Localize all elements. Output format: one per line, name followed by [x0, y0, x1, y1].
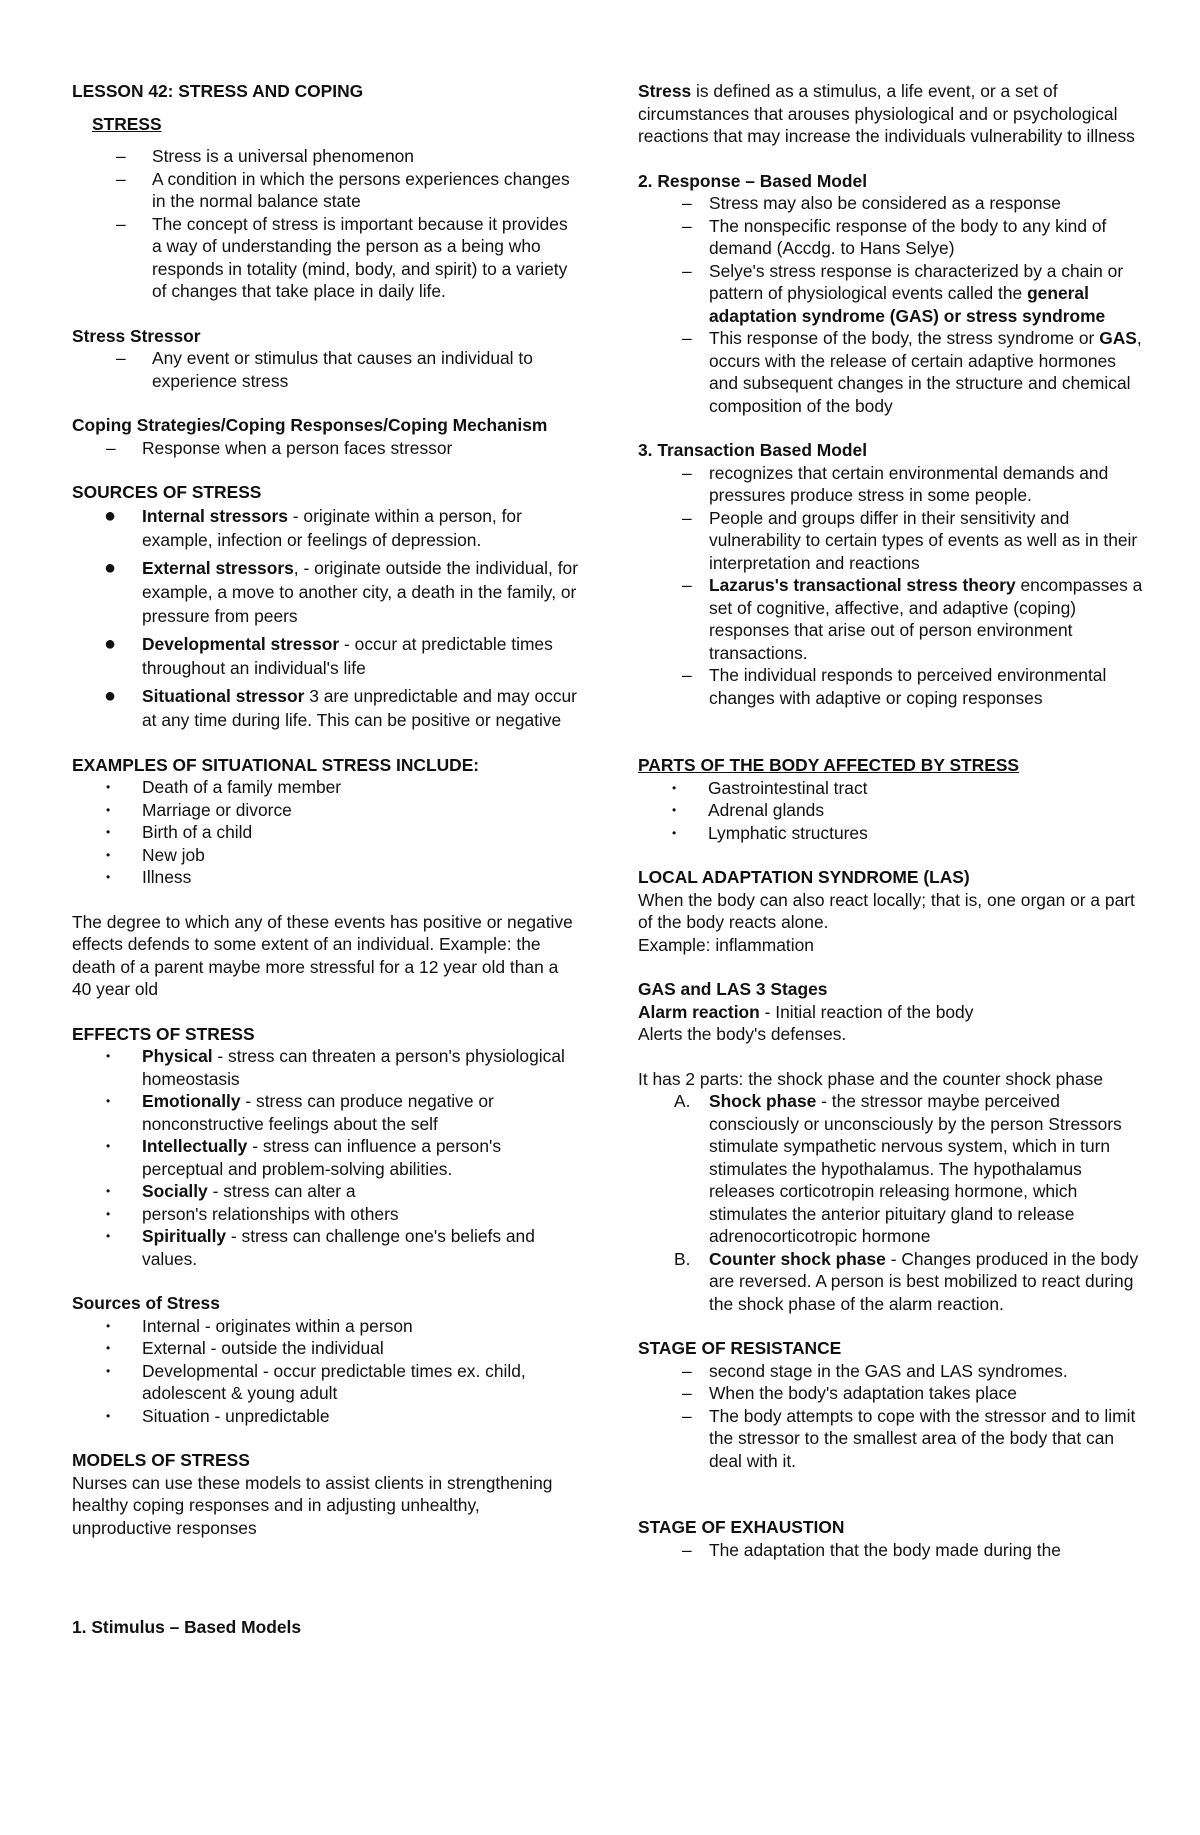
list-item: – recognizes that certain environmental demands and pressures produce stress in some people. [682, 462, 1109, 505]
effects-list [72, 1045, 578, 1270]
list-item: – This response of the body, the stress syndrome or GAS, occurs with the release of certain adaptive hormones and subsequent changes in the structure and chemical composition of the body [682, 328, 1142, 416]
alarm-reaction: Alarm reaction - Initial reaction of the body [638, 1001, 974, 1022]
sources2-list [72, 1315, 578, 1428]
alarm-sub: Alerts the body's defenses. [638, 1024, 847, 1044]
list-item: B. Counter shock phase - Changes produced in the body are reversed. A person is best mobilized to react during the shock phase of the alarm reaction. [674, 1248, 1139, 1314]
models-heading: MODELS OF STRESS [72, 1450, 250, 1470]
las-heading: LOCAL ADAPTATION SYNDROME (LAS) [638, 867, 970, 887]
stress-heading: STRESS [92, 113, 162, 134]
list-item: – A condition in which the persons experiences changes in the normal balance state [116, 168, 570, 211]
list-item: • Lymphatic structures [672, 822, 868, 843]
parts2-text: It has 2 parts: the shock phase and the counter shock phase [638, 1068, 1104, 1089]
stimulus-heading: 1. Stimulus – Based Models [72, 1617, 302, 1637]
list-item: • Emotionally - stress can produce negative or nonconstructive feelings about the self [106, 1091, 494, 1134]
response-heading: 2. Response – Based Model [638, 170, 868, 191]
list-item: • Marriage or divorce [106, 799, 292, 820]
list-item: ● External stressors, - originate outside the individual, for example, a move to another city, a death in the family, or pressure from peers [104, 556, 578, 626]
coping-heading: Coping Strategies/Coping Responses/Coping Mechanism [72, 415, 548, 435]
list-item: • Situation - unpredictable [106, 1405, 330, 1426]
transaction-list [638, 462, 1144, 710]
list-item: – People and groups differ in their sensitivity and vulnerability to certain types of events as well as in their interpretation and reactions [682, 507, 1138, 573]
list-item: – Selye's stress response is characterized by a chain or pattern of physiological events called the general adaptation syndrome (GAS) or stress syndrome [682, 260, 1124, 326]
list-item: • Death of a family member [106, 777, 342, 797]
las-example: Example: inflammation [638, 934, 814, 955]
list-item: ● Developmental stressor - occur at predictable times throughout an individual's life [104, 632, 553, 678]
models-paragraph: Nurses can use these models to assist clients in strengthening healthy coping responses and in adjusting unhealthy, unproductive responses [72, 1472, 553, 1538]
list-item: • Adrenal glands [672, 800, 825, 820]
list-item: • Internal - originates within a person [106, 1315, 413, 1336]
list-item: • Socially - stress can alter a [106, 1181, 356, 1201]
list-item: – Stress may also be considered as a response [682, 193, 1061, 213]
list-item: – The nonspecific response of the body to any kind of demand (Accdg. to Hans Selye) [682, 215, 1107, 258]
examples-list [72, 776, 578, 889]
phase-list [638, 1090, 1144, 1315]
list-item: – Lazarus's transactional stress theory encompasses a set of cognitive, affective, and adaptive (coping) responses that arise out of person environment transactions. [682, 575, 1143, 663]
degree-paragraph: The degree to which any of these events has positive or negative effects defends to some extent of an individual. Example: the death of a parent maybe more stressful for a 12 year old than a 40 year old [72, 911, 573, 999]
stress-definition: Stress is defined as a stimulus, a life event, or a set of circumstances that arouses physiological and or psychological reactions that may increase the individuals vulnerability to illness [638, 81, 1135, 146]
left-column [72, 80, 578, 1639]
parts-heading: PARTS OF THE BODY AFFECTED BY STRESS [638, 755, 1020, 775]
list-item: • Developmental - occur predictable times ex. child, adolescent & young adult [106, 1360, 526, 1403]
stressor-heading: Stress Stressor [72, 325, 201, 346]
transaction-heading: 3. Transaction Based Model [638, 440, 868, 460]
stress-list [72, 145, 578, 303]
gas-heading: GAS and LAS 3 Stages [638, 979, 828, 999]
right-column [638, 80, 1144, 1561]
page-title: LESSON 42: STRESS AND COPING [72, 81, 364, 101]
list-item: • Birth of a child [106, 822, 253, 842]
sources-heading: SOURCES OF STRESS [72, 482, 262, 502]
list-item: ● Internal stressors - originate within a person, for example, infection or feelings of depression. [104, 504, 522, 550]
list-item: • New job [106, 844, 205, 865]
list-item: – When the body's adaptation takes place [682, 1383, 1017, 1403]
exhaustion-list [638, 1539, 1144, 1562]
list-item: • Intellectually - stress can influence a person's perceptual and problem-solving abilities. [106, 1136, 502, 1179]
list-item: – The individual responds to perceived environmental changes with adaptive or coping responses [682, 665, 1107, 708]
sources2-heading: Sources of Stress [72, 1293, 220, 1313]
list-item: • Spiritually - stress can challenge one's beliefs and values. [106, 1226, 535, 1269]
list-item: A. Shock phase - the stressor maybe perceived consciously or unconsciously by the person Stressors stimulate sympathetic nervous system, which in turn stimulates the hypothalamus. The hypothalamus releases corticotropin releasing hormone, which stimulates the anterior pituitary gland to release adrenocorticotropic hormone [674, 1091, 1122, 1246]
coping-list [72, 437, 578, 460]
list-item: – Response when a person faces stressor [106, 437, 453, 458]
list-item: • Gastrointestinal tract [672, 777, 868, 798]
las-text: When the body can also react locally; that is, one organ or a part of the body reacts alone. [638, 889, 1135, 932]
list-item: – The adaptation that the body made during the [682, 1539, 1061, 1560]
list-item: – Stress is a universal phenomenon [116, 146, 414, 166]
sources-list [72, 504, 578, 732]
list-item: – Any event or stimulus that causes an individual to experience stress [116, 348, 533, 391]
stressor-list [72, 347, 578, 392]
list-item: • person's relationships with others [106, 1203, 399, 1224]
list-item: • Illness [106, 867, 192, 887]
list-item: • Physical - stress can threaten a person's physiological homeostasis [106, 1046, 565, 1089]
list-item: – The concept of stress is important because it provides a way of understanding the person as a being who responds in totality (mind, body, and spirit) to a variety of changes that take place in daily life. [116, 213, 568, 301]
list-item: – second stage in the GAS and LAS syndromes. [682, 1360, 1068, 1381]
exhaustion-heading: STAGE OF EXHAUSTION [638, 1517, 845, 1537]
resistance-list [638, 1360, 1144, 1473]
response-list [638, 192, 1144, 417]
parts-list [638, 777, 1144, 845]
list-item: • External - outside the individual [106, 1338, 384, 1358]
resistance-heading: STAGE OF RESISTANCE [638, 1338, 842, 1358]
examples-heading: EXAMPLES OF SITUATIONAL STRESS INCLUDE: [72, 754, 480, 775]
list-item: – The body attempts to cope with the stressor and to limit the stressor to the smallest area of the body that can deal with it. [682, 1405, 1136, 1471]
list-item: ● Situational stressor 3 are unpredictable and may occur at any time during life. This can be positive or negative [104, 684, 577, 730]
effects-heading: EFFECTS OF STRESS [72, 1023, 255, 1044]
